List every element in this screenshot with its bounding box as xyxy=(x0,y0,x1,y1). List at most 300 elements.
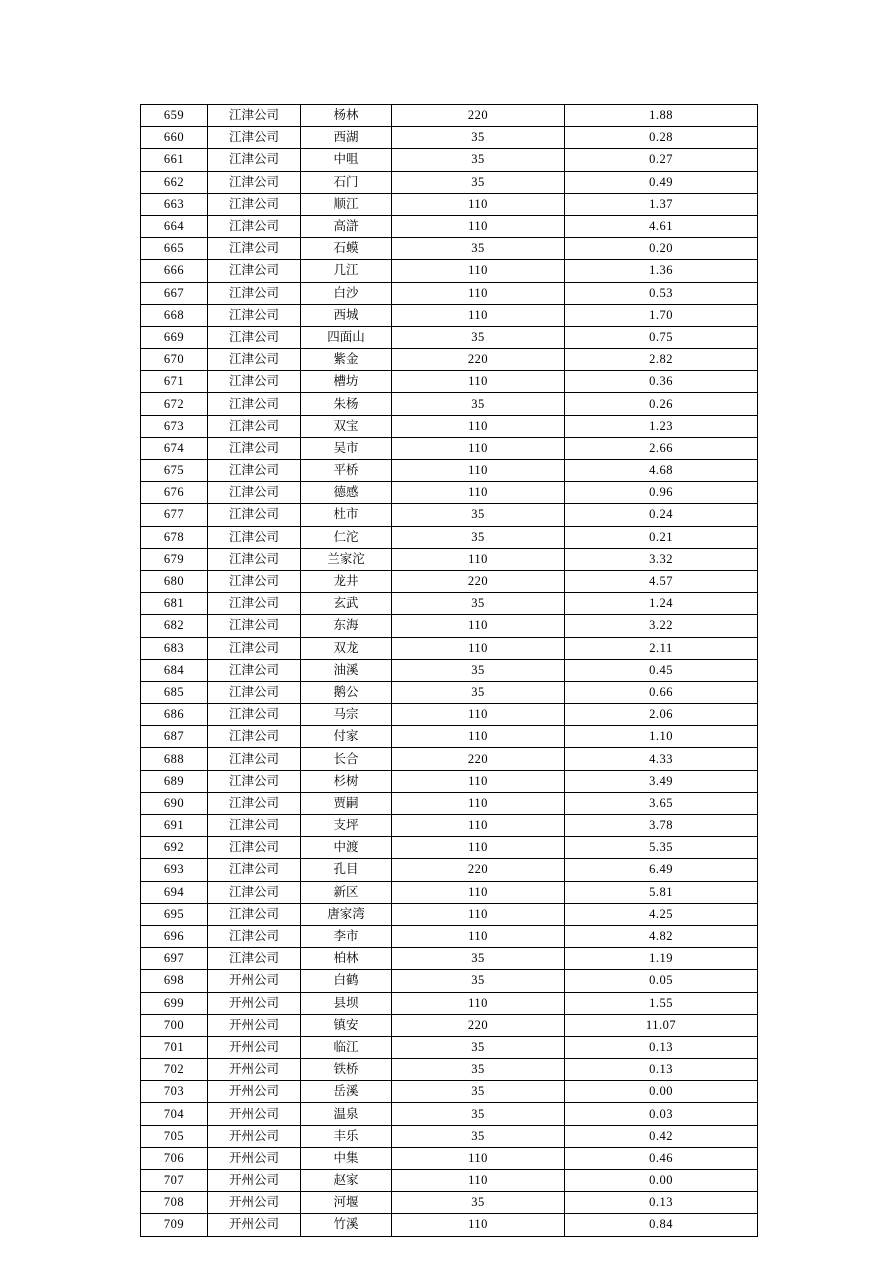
cell-index: 662 xyxy=(141,171,208,193)
cell-name: 吴市 xyxy=(301,437,392,459)
cell-value: 0.28 xyxy=(565,127,758,149)
cell-name: 西城 xyxy=(301,304,392,326)
cell-unit: 江津公司 xyxy=(208,637,301,659)
table-row xyxy=(141,238,758,260)
cell-unit: 江津公司 xyxy=(208,415,301,437)
table-row xyxy=(141,393,758,415)
cell-value: 3.78 xyxy=(565,815,758,837)
cell-unit: 江津公司 xyxy=(208,504,301,526)
cell-unit: 江津公司 xyxy=(208,127,301,149)
cell-index: 692 xyxy=(141,837,208,859)
table-row xyxy=(141,1192,758,1214)
cell-unit: 江津公司 xyxy=(208,704,301,726)
cell-name: 高滸 xyxy=(301,215,392,237)
cell-value: 5.81 xyxy=(565,881,758,903)
cell-name: 杨林 xyxy=(301,105,392,127)
cell-name: 中咀 xyxy=(301,149,392,171)
cell-voltage: 110 xyxy=(392,726,565,748)
cell-value: 0.53 xyxy=(565,282,758,304)
cell-index: 677 xyxy=(141,504,208,526)
cell-index: 686 xyxy=(141,704,208,726)
cell-voltage: 110 xyxy=(392,282,565,304)
cell-unit: 江津公司 xyxy=(208,304,301,326)
cell-unit: 江津公司 xyxy=(208,349,301,371)
cell-voltage: 220 xyxy=(392,570,565,592)
cell-unit: 开州公司 xyxy=(208,1147,301,1169)
table-row xyxy=(141,1170,758,1192)
cell-value: 4.57 xyxy=(565,570,758,592)
cell-name: 紫金 xyxy=(301,349,392,371)
cell-voltage: 35 xyxy=(392,238,565,260)
cell-index: 698 xyxy=(141,970,208,992)
cell-name: 槽坊 xyxy=(301,371,392,393)
cell-index: 708 xyxy=(141,1192,208,1214)
cell-name: 白鹤 xyxy=(301,970,392,992)
cell-voltage: 110 xyxy=(392,815,565,837)
table-row xyxy=(141,837,758,859)
cell-name: 马宗 xyxy=(301,704,392,726)
cell-index: 697 xyxy=(141,948,208,970)
cell-voltage: 35 xyxy=(392,171,565,193)
table-row xyxy=(141,992,758,1014)
cell-index: 664 xyxy=(141,215,208,237)
cell-voltage: 35 xyxy=(392,659,565,681)
cell-unit: 江津公司 xyxy=(208,193,301,215)
cell-index: 670 xyxy=(141,349,208,371)
cell-voltage: 110 xyxy=(392,437,565,459)
cell-value: 11.07 xyxy=(565,1014,758,1036)
cell-name: 西湖 xyxy=(301,127,392,149)
cell-voltage: 110 xyxy=(392,925,565,947)
cell-name: 新区 xyxy=(301,881,392,903)
cell-index: 683 xyxy=(141,637,208,659)
cell-name: 双宝 xyxy=(301,415,392,437)
cell-index: 682 xyxy=(141,615,208,637)
table-body xyxy=(141,105,758,1237)
data-table-container xyxy=(140,104,752,1237)
cell-voltage: 110 xyxy=(392,615,565,637)
cell-unit: 江津公司 xyxy=(208,770,301,792)
table-row xyxy=(141,548,758,570)
cell-name: 铁桥 xyxy=(301,1059,392,1081)
cell-index: 700 xyxy=(141,1014,208,1036)
table-row xyxy=(141,859,758,881)
cell-unit: 江津公司 xyxy=(208,792,301,814)
table-row xyxy=(141,615,758,637)
cell-index: 674 xyxy=(141,437,208,459)
cell-index: 667 xyxy=(141,282,208,304)
cell-index: 704 xyxy=(141,1103,208,1125)
cell-voltage: 110 xyxy=(392,1170,565,1192)
cell-name: 杜市 xyxy=(301,504,392,526)
cell-index: 673 xyxy=(141,415,208,437)
table-row xyxy=(141,171,758,193)
cell-voltage: 110 xyxy=(392,903,565,925)
cell-index: 668 xyxy=(141,304,208,326)
cell-unit: 江津公司 xyxy=(208,948,301,970)
table-row xyxy=(141,304,758,326)
cell-name: 龙井 xyxy=(301,570,392,592)
cell-unit: 江津公司 xyxy=(208,815,301,837)
cell-unit: 江津公司 xyxy=(208,282,301,304)
cell-name: 杉树 xyxy=(301,770,392,792)
cell-voltage: 35 xyxy=(392,1103,565,1125)
cell-value: 1.24 xyxy=(565,593,758,615)
cell-unit: 江津公司 xyxy=(208,215,301,237)
cell-index: 679 xyxy=(141,548,208,570)
cell-name: 顺江 xyxy=(301,193,392,215)
cell-unit: 开州公司 xyxy=(208,1036,301,1058)
cell-value: 0.00 xyxy=(565,1081,758,1103)
cell-name: 朱杨 xyxy=(301,393,392,415)
cell-value: 6.49 xyxy=(565,859,758,881)
cell-unit: 开州公司 xyxy=(208,970,301,992)
cell-voltage: 35 xyxy=(392,526,565,548)
cell-value: 0.26 xyxy=(565,393,758,415)
table-row xyxy=(141,770,758,792)
table-row xyxy=(141,925,758,947)
cell-value: 4.61 xyxy=(565,215,758,237)
cell-voltage: 110 xyxy=(392,260,565,282)
cell-unit: 江津公司 xyxy=(208,371,301,393)
cell-unit: 江津公司 xyxy=(208,149,301,171)
table-row xyxy=(141,748,758,770)
cell-unit: 开州公司 xyxy=(208,1103,301,1125)
cell-unit: 江津公司 xyxy=(208,726,301,748)
cell-voltage: 110 xyxy=(392,460,565,482)
cell-index: 660 xyxy=(141,127,208,149)
cell-index: 659 xyxy=(141,105,208,127)
cell-voltage: 35 xyxy=(392,127,565,149)
cell-value: 3.22 xyxy=(565,615,758,637)
cell-unit: 江津公司 xyxy=(208,460,301,482)
table-row xyxy=(141,149,758,171)
cell-unit: 江津公司 xyxy=(208,681,301,703)
cell-index: 709 xyxy=(141,1214,208,1236)
cell-index: 678 xyxy=(141,526,208,548)
table-row xyxy=(141,593,758,615)
cell-value: 4.68 xyxy=(565,460,758,482)
table-row xyxy=(141,526,758,548)
cell-index: 665 xyxy=(141,238,208,260)
cell-value: 0.00 xyxy=(565,1170,758,1192)
cell-value: 0.03 xyxy=(565,1103,758,1125)
cell-name: 长合 xyxy=(301,748,392,770)
cell-value: 0.75 xyxy=(565,326,758,348)
cell-voltage: 35 xyxy=(392,393,565,415)
cell-name: 鹅公 xyxy=(301,681,392,703)
cell-unit: 江津公司 xyxy=(208,437,301,459)
cell-name: 赵家 xyxy=(301,1170,392,1192)
cell-name: 中渡 xyxy=(301,837,392,859)
cell-name: 东海 xyxy=(301,615,392,637)
cell-value: 1.70 xyxy=(565,304,758,326)
cell-index: 680 xyxy=(141,570,208,592)
cell-name: 双龙 xyxy=(301,637,392,659)
cell-voltage: 35 xyxy=(392,1036,565,1058)
cell-unit: 开州公司 xyxy=(208,1170,301,1192)
cell-value: 0.13 xyxy=(565,1059,758,1081)
table-row xyxy=(141,1081,758,1103)
cell-name: 石蟆 xyxy=(301,238,392,260)
table-row xyxy=(141,704,758,726)
cell-value: 1.55 xyxy=(565,992,758,1014)
cell-value: 1.10 xyxy=(565,726,758,748)
cell-unit: 江津公司 xyxy=(208,238,301,260)
cell-value: 0.24 xyxy=(565,504,758,526)
cell-value: 4.82 xyxy=(565,925,758,947)
cell-voltage: 110 xyxy=(392,1147,565,1169)
cell-index: 669 xyxy=(141,326,208,348)
cell-unit: 江津公司 xyxy=(208,526,301,548)
cell-unit: 江津公司 xyxy=(208,482,301,504)
cell-index: 661 xyxy=(141,149,208,171)
cell-index: 694 xyxy=(141,881,208,903)
cell-value: 0.36 xyxy=(565,371,758,393)
cell-name: 孔目 xyxy=(301,859,392,881)
cell-voltage: 110 xyxy=(392,992,565,1014)
cell-name: 柏林 xyxy=(301,948,392,970)
cell-name: 临江 xyxy=(301,1036,392,1058)
cell-name: 竹溪 xyxy=(301,1214,392,1236)
cell-index: 696 xyxy=(141,925,208,947)
cell-voltage: 110 xyxy=(392,548,565,570)
table-row xyxy=(141,881,758,903)
table-row xyxy=(141,1059,758,1081)
table-row xyxy=(141,1103,758,1125)
cell-value: 0.13 xyxy=(565,1192,758,1214)
cell-name: 支坪 xyxy=(301,815,392,837)
substation-data-table xyxy=(140,104,758,1237)
cell-voltage: 35 xyxy=(392,970,565,992)
cell-value: 0.49 xyxy=(565,171,758,193)
cell-voltage: 35 xyxy=(392,504,565,526)
cell-value: 3.32 xyxy=(565,548,758,570)
table-row xyxy=(141,681,758,703)
cell-unit: 开州公司 xyxy=(208,1125,301,1147)
cell-index: 702 xyxy=(141,1059,208,1081)
table-row xyxy=(141,415,758,437)
cell-index: 685 xyxy=(141,681,208,703)
cell-value: 0.13 xyxy=(565,1036,758,1058)
cell-index: 681 xyxy=(141,593,208,615)
cell-value: 2.82 xyxy=(565,349,758,371)
table-row xyxy=(141,570,758,592)
cell-name: 唐家湾 xyxy=(301,903,392,925)
cell-value: 0.46 xyxy=(565,1147,758,1169)
cell-value: 1.23 xyxy=(565,415,758,437)
cell-value: 0.05 xyxy=(565,970,758,992)
cell-name: 德感 xyxy=(301,482,392,504)
cell-voltage: 35 xyxy=(392,948,565,970)
cell-value: 0.96 xyxy=(565,482,758,504)
cell-value: 0.84 xyxy=(565,1214,758,1236)
cell-unit: 开州公司 xyxy=(208,1214,301,1236)
cell-value: 0.66 xyxy=(565,681,758,703)
cell-index: 705 xyxy=(141,1125,208,1147)
cell-unit: 江津公司 xyxy=(208,171,301,193)
table-row xyxy=(141,105,758,127)
cell-voltage: 110 xyxy=(392,637,565,659)
cell-name: 县坝 xyxy=(301,992,392,1014)
table-row xyxy=(141,903,758,925)
cell-value: 0.42 xyxy=(565,1125,758,1147)
cell-index: 707 xyxy=(141,1170,208,1192)
cell-name: 白沙 xyxy=(301,282,392,304)
cell-name: 几江 xyxy=(301,260,392,282)
cell-voltage: 220 xyxy=(392,105,565,127)
cell-name: 玄武 xyxy=(301,593,392,615)
cell-unit: 江津公司 xyxy=(208,748,301,770)
cell-voltage: 110 xyxy=(392,881,565,903)
cell-value: 1.88 xyxy=(565,105,758,127)
cell-name: 镇安 xyxy=(301,1014,392,1036)
cell-index: 699 xyxy=(141,992,208,1014)
cell-value: 0.20 xyxy=(565,238,758,260)
cell-name: 付家 xyxy=(301,726,392,748)
table-row xyxy=(141,1036,758,1058)
cell-index: 676 xyxy=(141,482,208,504)
cell-voltage: 110 xyxy=(392,193,565,215)
cell-value: 4.33 xyxy=(565,748,758,770)
cell-index: 684 xyxy=(141,659,208,681)
table-row xyxy=(141,504,758,526)
cell-name: 温泉 xyxy=(301,1103,392,1125)
cell-voltage: 110 xyxy=(392,371,565,393)
cell-unit: 江津公司 xyxy=(208,925,301,947)
cell-voltage: 35 xyxy=(392,1125,565,1147)
cell-voltage: 220 xyxy=(392,349,565,371)
cell-index: 689 xyxy=(141,770,208,792)
cell-value: 2.66 xyxy=(565,437,758,459)
table-row xyxy=(141,260,758,282)
cell-voltage: 110 xyxy=(392,304,565,326)
cell-value: 3.49 xyxy=(565,770,758,792)
cell-name: 河堰 xyxy=(301,1192,392,1214)
cell-unit: 开州公司 xyxy=(208,992,301,1014)
table-row xyxy=(141,371,758,393)
table-row xyxy=(141,482,758,504)
table-row xyxy=(141,637,758,659)
cell-unit: 江津公司 xyxy=(208,326,301,348)
table-row xyxy=(141,1147,758,1169)
cell-index: 703 xyxy=(141,1081,208,1103)
cell-unit: 开州公司 xyxy=(208,1081,301,1103)
cell-voltage: 35 xyxy=(392,593,565,615)
cell-voltage: 220 xyxy=(392,748,565,770)
cell-name: 贾嗣 xyxy=(301,792,392,814)
cell-unit: 江津公司 xyxy=(208,593,301,615)
cell-unit: 江津公司 xyxy=(208,659,301,681)
cell-name: 丰乐 xyxy=(301,1125,392,1147)
cell-name: 岳溪 xyxy=(301,1081,392,1103)
table-row xyxy=(141,948,758,970)
cell-index: 688 xyxy=(141,748,208,770)
cell-voltage: 110 xyxy=(392,482,565,504)
table-row xyxy=(141,726,758,748)
cell-voltage: 110 xyxy=(392,704,565,726)
table-row xyxy=(141,792,758,814)
cell-name: 油溪 xyxy=(301,659,392,681)
table-row xyxy=(141,437,758,459)
cell-unit: 江津公司 xyxy=(208,615,301,637)
cell-name: 李市 xyxy=(301,925,392,947)
cell-voltage: 110 xyxy=(392,1214,565,1236)
cell-voltage: 110 xyxy=(392,792,565,814)
table-row xyxy=(141,970,758,992)
cell-voltage: 35 xyxy=(392,681,565,703)
cell-index: 671 xyxy=(141,371,208,393)
cell-index: 695 xyxy=(141,903,208,925)
cell-index: 693 xyxy=(141,859,208,881)
cell-value: 1.19 xyxy=(565,948,758,970)
cell-value: 0.21 xyxy=(565,526,758,548)
cell-unit: 江津公司 xyxy=(208,548,301,570)
cell-unit: 江津公司 xyxy=(208,105,301,127)
cell-value: 2.06 xyxy=(565,704,758,726)
cell-voltage: 35 xyxy=(392,1081,565,1103)
cell-unit: 江津公司 xyxy=(208,859,301,881)
cell-unit: 开州公司 xyxy=(208,1192,301,1214)
cell-voltage: 110 xyxy=(392,215,565,237)
cell-name: 石门 xyxy=(301,171,392,193)
cell-unit: 江津公司 xyxy=(208,903,301,925)
cell-voltage: 110 xyxy=(392,837,565,859)
cell-unit: 江津公司 xyxy=(208,393,301,415)
cell-value: 1.36 xyxy=(565,260,758,282)
table-row xyxy=(141,193,758,215)
cell-unit: 江津公司 xyxy=(208,881,301,903)
table-row xyxy=(141,349,758,371)
cell-voltage: 35 xyxy=(392,326,565,348)
cell-voltage: 35 xyxy=(392,1059,565,1081)
cell-voltage: 110 xyxy=(392,770,565,792)
table-row xyxy=(141,1014,758,1036)
cell-unit: 江津公司 xyxy=(208,837,301,859)
table-row xyxy=(141,815,758,837)
table-row xyxy=(141,1125,758,1147)
cell-name: 兰家沱 xyxy=(301,548,392,570)
cell-index: 706 xyxy=(141,1147,208,1169)
cell-index: 687 xyxy=(141,726,208,748)
cell-index: 666 xyxy=(141,260,208,282)
cell-value: 2.11 xyxy=(565,637,758,659)
cell-value: 0.45 xyxy=(565,659,758,681)
table-row xyxy=(141,326,758,348)
cell-index: 675 xyxy=(141,460,208,482)
cell-index: 701 xyxy=(141,1036,208,1058)
cell-name: 平桥 xyxy=(301,460,392,482)
cell-value: 5.35 xyxy=(565,837,758,859)
cell-voltage: 110 xyxy=(392,415,565,437)
cell-index: 672 xyxy=(141,393,208,415)
cell-name: 中集 xyxy=(301,1147,392,1169)
table-row xyxy=(141,282,758,304)
table-row xyxy=(141,460,758,482)
cell-value: 1.37 xyxy=(565,193,758,215)
cell-voltage: 35 xyxy=(392,1192,565,1214)
table-row xyxy=(141,127,758,149)
cell-voltage: 220 xyxy=(392,1014,565,1036)
cell-name: 仁沱 xyxy=(301,526,392,548)
cell-unit: 开州公司 xyxy=(208,1059,301,1081)
cell-voltage: 220 xyxy=(392,859,565,881)
cell-unit: 江津公司 xyxy=(208,570,301,592)
cell-index: 690 xyxy=(141,792,208,814)
table-row xyxy=(141,215,758,237)
table-row xyxy=(141,659,758,681)
cell-unit: 开州公司 xyxy=(208,1014,301,1036)
